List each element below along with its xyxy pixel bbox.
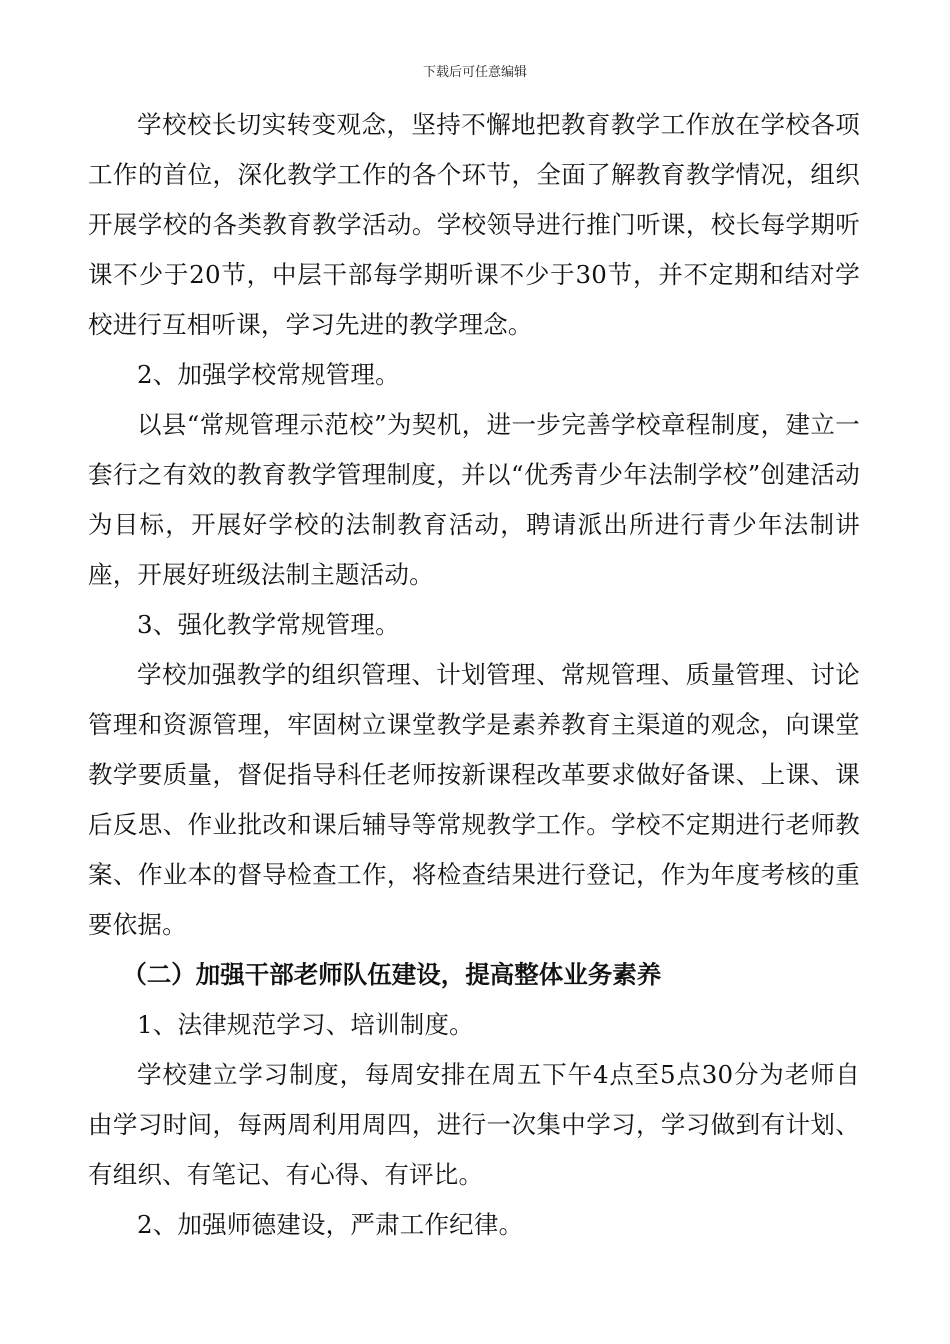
paragraph-teaching-management: 学校加强教学的组织管理、计划管理、常规管理、质量管理、讨论管理和资源管理，牢固树立课堂教学是素养教育主渠道的观念，向课堂教学要质量，督促指导科任老师按新课程改革要求做好备课、上课、课后反思、作业批改和课后辅导等常规教学工作。学校不定期进行老师教案、作业本的督导检查工作，将检查结果进行登记，作为年度考核的重要依据。 <box>88 660 860 939</box>
item-2-teacher-ethics: 2、加强师德建设，严肃工作纪律。 <box>137 1210 524 1239</box>
page-header-note: 下载后可任意编辑 <box>422 65 527 80</box>
section-heading-staff-building: （二）加强干部老师队伍建设，提高整体业务素养 <box>122 960 662 989</box>
paragraph-legal-education: 以县“常规管理示范校”为契机，进一步完善学校章程制度，建立一套行之有效的教育教学管理制度，并以“优秀青少年法制学校”创建活动为目标，开展好学校的法制教育活动，聘请派出所进行青少年法制讲座，开展好班级法制主题活动。 <box>88 410 860 589</box>
item-3-teaching-routine-management: 3、强化教学常规管理。 <box>137 610 400 639</box>
item-2-school-routine-management: 2、加强学校常规管理。 <box>137 360 400 389</box>
item-1-study-training-system: 1、法律规范学习、培训制度。 <box>137 1010 474 1039</box>
paragraph-study-schedule: 学校建立学习制度，每周安排在周五下午4点至5点30分为老师自由学习时间，每两周利用周四，进行一次集中学习，学习做到有计划、有组织、有笔记、有心得、有评比。 <box>88 1060 860 1189</box>
paragraph-principal-leadership: 学校校长切实转变观念，坚持不懈地把教育教学工作放在学校各项工作的首位，深化教学工作的各个环节，全面了解教育教学情况，组织开展学校的各类教育教学活动。学校领导进行推门听课，校长每学期听课不少于20节，中层干部每学期听课不少于30节，并不定期和结对学校进行互相听课，学习先进的教学理念。 <box>88 110 860 339</box>
document-body <box>88 100 860 1250</box>
